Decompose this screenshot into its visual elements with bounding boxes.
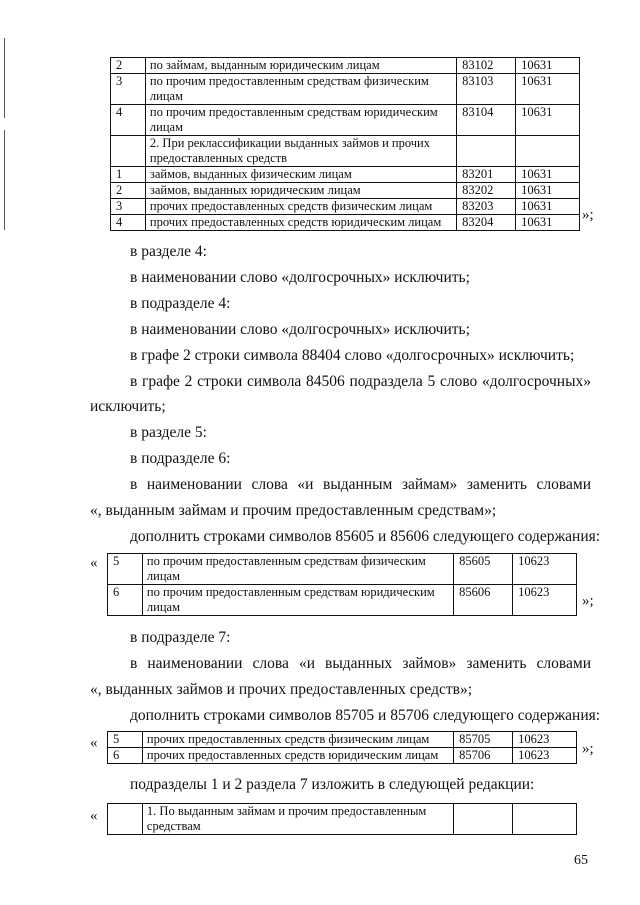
paragraph: в разделе 5: [130,424,207,441]
closing-quote-mark: »; [582,741,594,757]
table-row: 1 займов, выданных физическим лицам 83201 10631 [111,167,580,183]
opening-quote-mark: « [90,555,98,571]
paragraph: исключить; [90,398,166,415]
accounts-table-1 [110,57,580,231]
scan-margin-line [4,130,5,230]
closing-quote-mark: »; [582,593,594,609]
table-row: 5 по прочим предоставленным средствам физическим лицам 85605 10623 [108,554,577,585]
paragraph: в подразделе 6: [130,450,231,467]
table-row: 2 по займам, выданным юридическим лицам 83102 10631 [111,58,580,74]
table-row: 4 прочих предоставленных средств юридическим лицам 83204 10631 [111,215,580,231]
table-row: 2. При реклассификации выданных займов и прочих предоставленных средств [111,136,580,167]
table-row: 5 прочих предоставленных средств физическим лицам 85705 10623 [108,732,577,748]
paragraph: подразделы 1 и 2 раздела 7 изложить в следующей редакции: [130,776,535,793]
opening-quote-mark: « [90,808,98,824]
accounts-table-3 [107,731,577,764]
table-row: 6 прочих предоставленных средств юридическим лицам 85706 10623 [108,748,577,764]
paragraph: «, выданным займам и прочим предоставленным средствам»; [90,502,497,519]
closing-quote-mark: »; [582,207,594,223]
table-row: 6 по прочим предоставленным средствам юридическим лицам 85606 10623 [108,585,577,616]
table-row: 3 по прочим предоставленным средствам физическим лицам 83103 10631 [111,74,580,105]
table-row: 1. По выданным займам и прочим предоставленным средствам [108,804,577,835]
accounts-table-2 [107,553,577,616]
paragraph: «, выданных займов и прочих предоставленных средств»; [90,681,472,698]
table-row: 2 займов, выданных юридическим лицам 83202 10631 [111,183,580,199]
paragraph: в графе 2 строки символа 88404 слово «долгосрочных» исключить; [130,347,575,364]
paragraph: в наименовании слова «и выданных займов» заменить словами [130,655,591,672]
page-number: 65 [574,853,588,868]
paragraph: дополнить строками символов 85705 и 85706 следующего содержания: [130,707,601,724]
table-row: 3 прочих предоставленных средств физическим лицам 83203 10631 [111,199,580,215]
paragraph: в разделе 4: [130,243,207,260]
table-row: 4 по прочим предоставленным средствам юридическим лицам 83104 10631 [111,105,580,136]
accounts-table-4 [107,803,577,835]
opening-quote-mark: « [90,735,98,751]
paragraph: в графе 2 строки символа 84506 подраздела 5 слово «долгосрочных» [130,373,591,390]
paragraph: в подразделе 4: [130,295,231,312]
paragraph: в наименовании слово «долгосрочных» исключить; [130,321,470,338]
paragraph: в наименовании слова «и выданным займам» заменить словами [130,476,591,493]
scan-margin-line [4,38,5,118]
paragraph: в наименовании слово «долгосрочных» исключить; [130,269,470,286]
paragraph: в подразделе 7: [130,629,231,646]
paragraph: дополнить строками символов 85605 и 85606 следующего содержания: [130,528,601,545]
